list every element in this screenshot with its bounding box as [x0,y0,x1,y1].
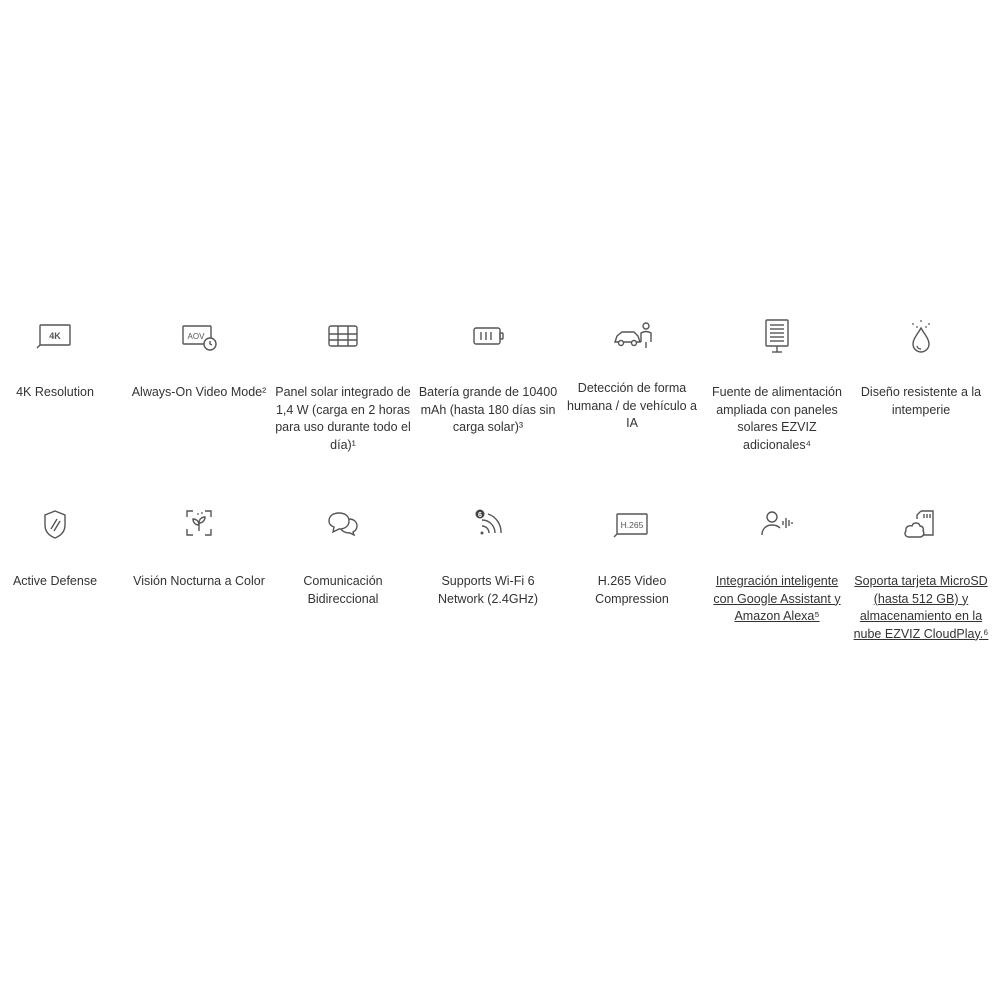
feature-label: Fuente de alimentación ampliada con paneles solares EZVIZ adicionales⁴ [712,385,842,452]
feature-label: Active Defense [12,574,98,588]
feature-h265 [562,505,702,685]
feature-label: Detección de forma humana / de vehículo a IA [567,381,697,430]
feature-label: Visión Nocturna a Color [133,574,265,588]
feature-4k-resolution [0,318,125,478]
battery-icon [468,318,508,358]
feature-voice-assistant [707,505,847,685]
h265-icon [612,505,652,545]
feature-extended-power-supply [707,318,847,478]
chat-bubbles-icon [323,505,363,545]
color-night-vision-icon [179,505,219,545]
sd-card-cloud-icon [901,505,941,545]
svg-text:AOV: AOV [187,332,205,341]
svg-text:4K: 4K [49,331,61,341]
feature-microsd-cloud [851,505,991,685]
feature-label: Supports Wi-Fi 6 Network (2.4GHz) [437,574,539,606]
feature-label: Panel solar integrado de 1,4 W (carga en 2 horas para uso durante todo el día)¹ [275,385,411,452]
feature-always-on-video [129,318,269,478]
feature-human-vehicle-detection [562,318,702,478]
feature-color-night-vision [129,505,269,685]
feature-label: H.265 Video Compression [595,574,669,606]
feature-label: Batería grande de 10400 mAh (hasta 180 días sin carga solar)³ [418,385,558,434]
feature-wifi6 [418,505,558,685]
human-vehicle-detection-icon [612,318,652,358]
feature-two-way-communication [273,505,413,685]
feature-weatherproof [851,318,991,478]
voice-assistant-icon [757,505,797,545]
solar-panel-icon [323,318,363,358]
wifi6-icon [468,505,508,545]
svg-text:H.265: H.265 [620,520,644,530]
microsd-cloud-link[interactable]: Soporta tarjeta MicroSD (hasta 512 GB) y almacenamiento en la nube EZVIZ CloudPlay.⁶ [853,574,989,641]
voice-assistant-link[interactable]: Integración inteligente con Google Assistant y Amazon Alexa⁵ [713,574,841,623]
feature-label: Comunicación Bidireccional [303,574,383,606]
weatherproof-drop-icon [901,318,941,358]
solar-power-supply-icon [757,318,797,358]
feature-label: 4K Resolution [16,385,94,399]
4k-icon [35,318,75,358]
feature-label: Always-On Video Mode² [131,385,267,399]
feature-battery [418,318,558,478]
shield-icon [35,505,75,545]
feature-label: Diseño resistente a la intemperie [860,385,982,417]
aov-icon [179,318,219,358]
feature-active-defense [0,505,125,685]
svg-text:6: 6 [478,512,482,519]
feature-solar-panel [273,318,413,478]
